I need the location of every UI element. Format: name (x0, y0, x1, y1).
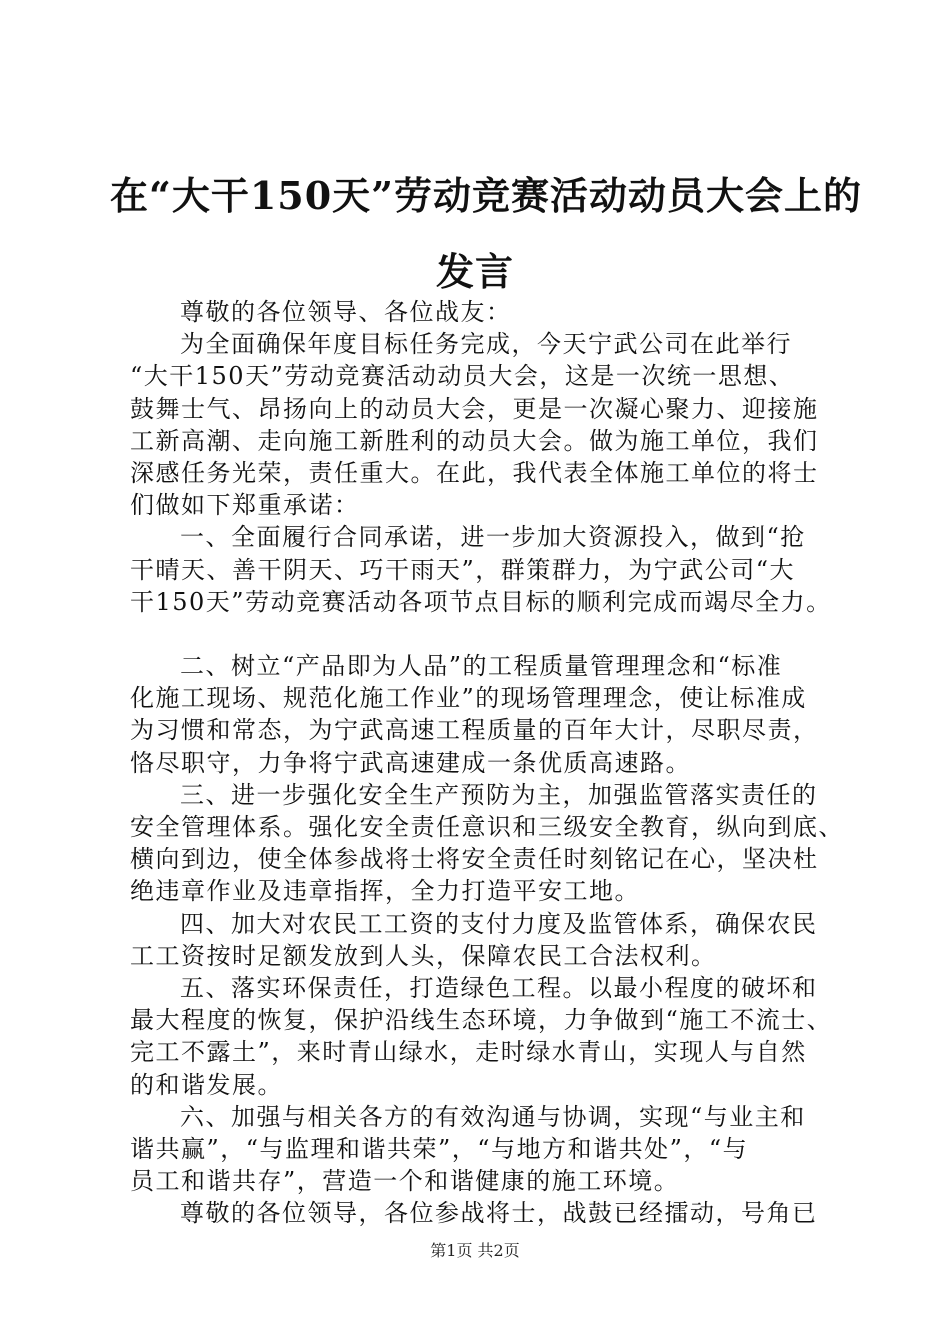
title-line-1: 在“大干150天”劳动竞赛活动动员大会上的 (110, 173, 863, 218)
title-line-2: 发言 (435, 249, 514, 294)
salutation (130, 296, 838, 328)
paragraph-line: 鼓舞士气、昂扬向上的动员大会，更是一次凝心聚力、迎接施 (130, 394, 819, 423)
paragraph-line: 尊敬的各位领导，各位参战将士，战鼓已经擂动，号角已 (180, 1199, 818, 1228)
paragraph-line: 一、全面履行合同承诺，进一步加大资源投入，做到“抢 (180, 523, 806, 552)
paragraph-line: 最大程度的恢复，保护沿线生态环境，力争做到“施工不流士、 (130, 1006, 833, 1035)
paragraph-closing (130, 1197, 838, 1229)
paragraph-line: 为全面确保年度目标任务完成，今天宁武公司在此举行 (180, 330, 792, 359)
paragraph-line: 恪尽职守，力争将宁武高速建成一条优质高速路。 (130, 748, 691, 777)
paragraph-line: 干150天”劳动竞赛活动各项节点目标的顺利完成而竭尽全力。 (130, 587, 832, 616)
paragraph-commitment-2 (130, 650, 838, 779)
paragraph-line: 绝违章作业及违章指挥，全力打造平安工地。 (130, 877, 640, 906)
paragraph-line: 完工不露土”，来时青山绿水，走时绿水青山，实现人与自然 (130, 1038, 807, 1067)
paragraph-line: 干晴天、善干阴天、巧干雨天”，群策群力，为宁武公司“大 (130, 555, 796, 584)
document-body (130, 296, 844, 1230)
document-title (110, 158, 863, 310)
paragraph-line: 谐共赢”，“与监理和谐共荣”，“与地方和谐共处”，“与 (130, 1135, 749, 1164)
paragraph-gap (130, 618, 838, 650)
salutation-text: 尊敬的各位领导、各位战友： (180, 298, 512, 326)
paragraph-line: “大干150天”劳动竞赛活动动员大会，这是一次统一思想、 (130, 362, 795, 391)
paragraph-line: 员工和谐共存”，营造一个和谐健康的施工环境。 (130, 1167, 680, 1196)
paragraph-line: 工工资按时足额发放到人头，保障农民工合法权利。 (130, 941, 717, 970)
paragraph-commitment-5 (130, 972, 838, 1101)
paragraph-commitment-1 (130, 521, 838, 618)
paragraph-line: 二、树立“产品即为人品”的工程质量管理理念和“标准 (180, 652, 783, 681)
paragraph-line: 为习惯和常态，为宁武高速工程质量的百年大计，尽职尽责， (130, 716, 819, 745)
paragraph-line: 横向到边，使全体参战将士将安全责任时刻铭记在心，坚决杜 (130, 845, 819, 874)
paragraph-line: 三、进一步强化安全生产预防为主，加强监管落实责任的 (180, 780, 818, 809)
paragraph-line: 们做如下郑重承诺： (130, 491, 360, 520)
paragraph-line: 深感任务光荣，责任重大。在此，我代表全体施工单位的将士 (130, 459, 819, 488)
paragraph-commitment-6 (130, 1101, 838, 1198)
paragraph-line: 化施工现场、规范化施工作业”的现场管理理念，使让标准成 (130, 684, 807, 713)
paragraph-line: 的和谐发展。 (130, 1070, 283, 1099)
page-footer: 第1页 共2页 (430, 1241, 520, 1260)
paragraph-line: 四、加大对农民工工资的支付力度及监管体系，确保农民 (180, 909, 818, 938)
paragraph-commitment-3 (130, 779, 844, 908)
paragraph-intro (130, 328, 838, 521)
paragraph-line: 工新高潮、走向施工新胜利的动员大会。做为施工单位，我们 (130, 426, 819, 455)
paragraph-line: 安全管理体系。强化安全责任意识和三级安全教育，纵向到底、 (130, 813, 844, 842)
paragraph-line: 五、落实环保责任，打造绿色工程。以最小程度的破坏和 (180, 974, 818, 1003)
paragraph-commitment-4 (130, 908, 838, 972)
paragraph-line: 六、加强与相关各方的有效沟通与协调，实现“与业主和 (180, 1102, 806, 1131)
